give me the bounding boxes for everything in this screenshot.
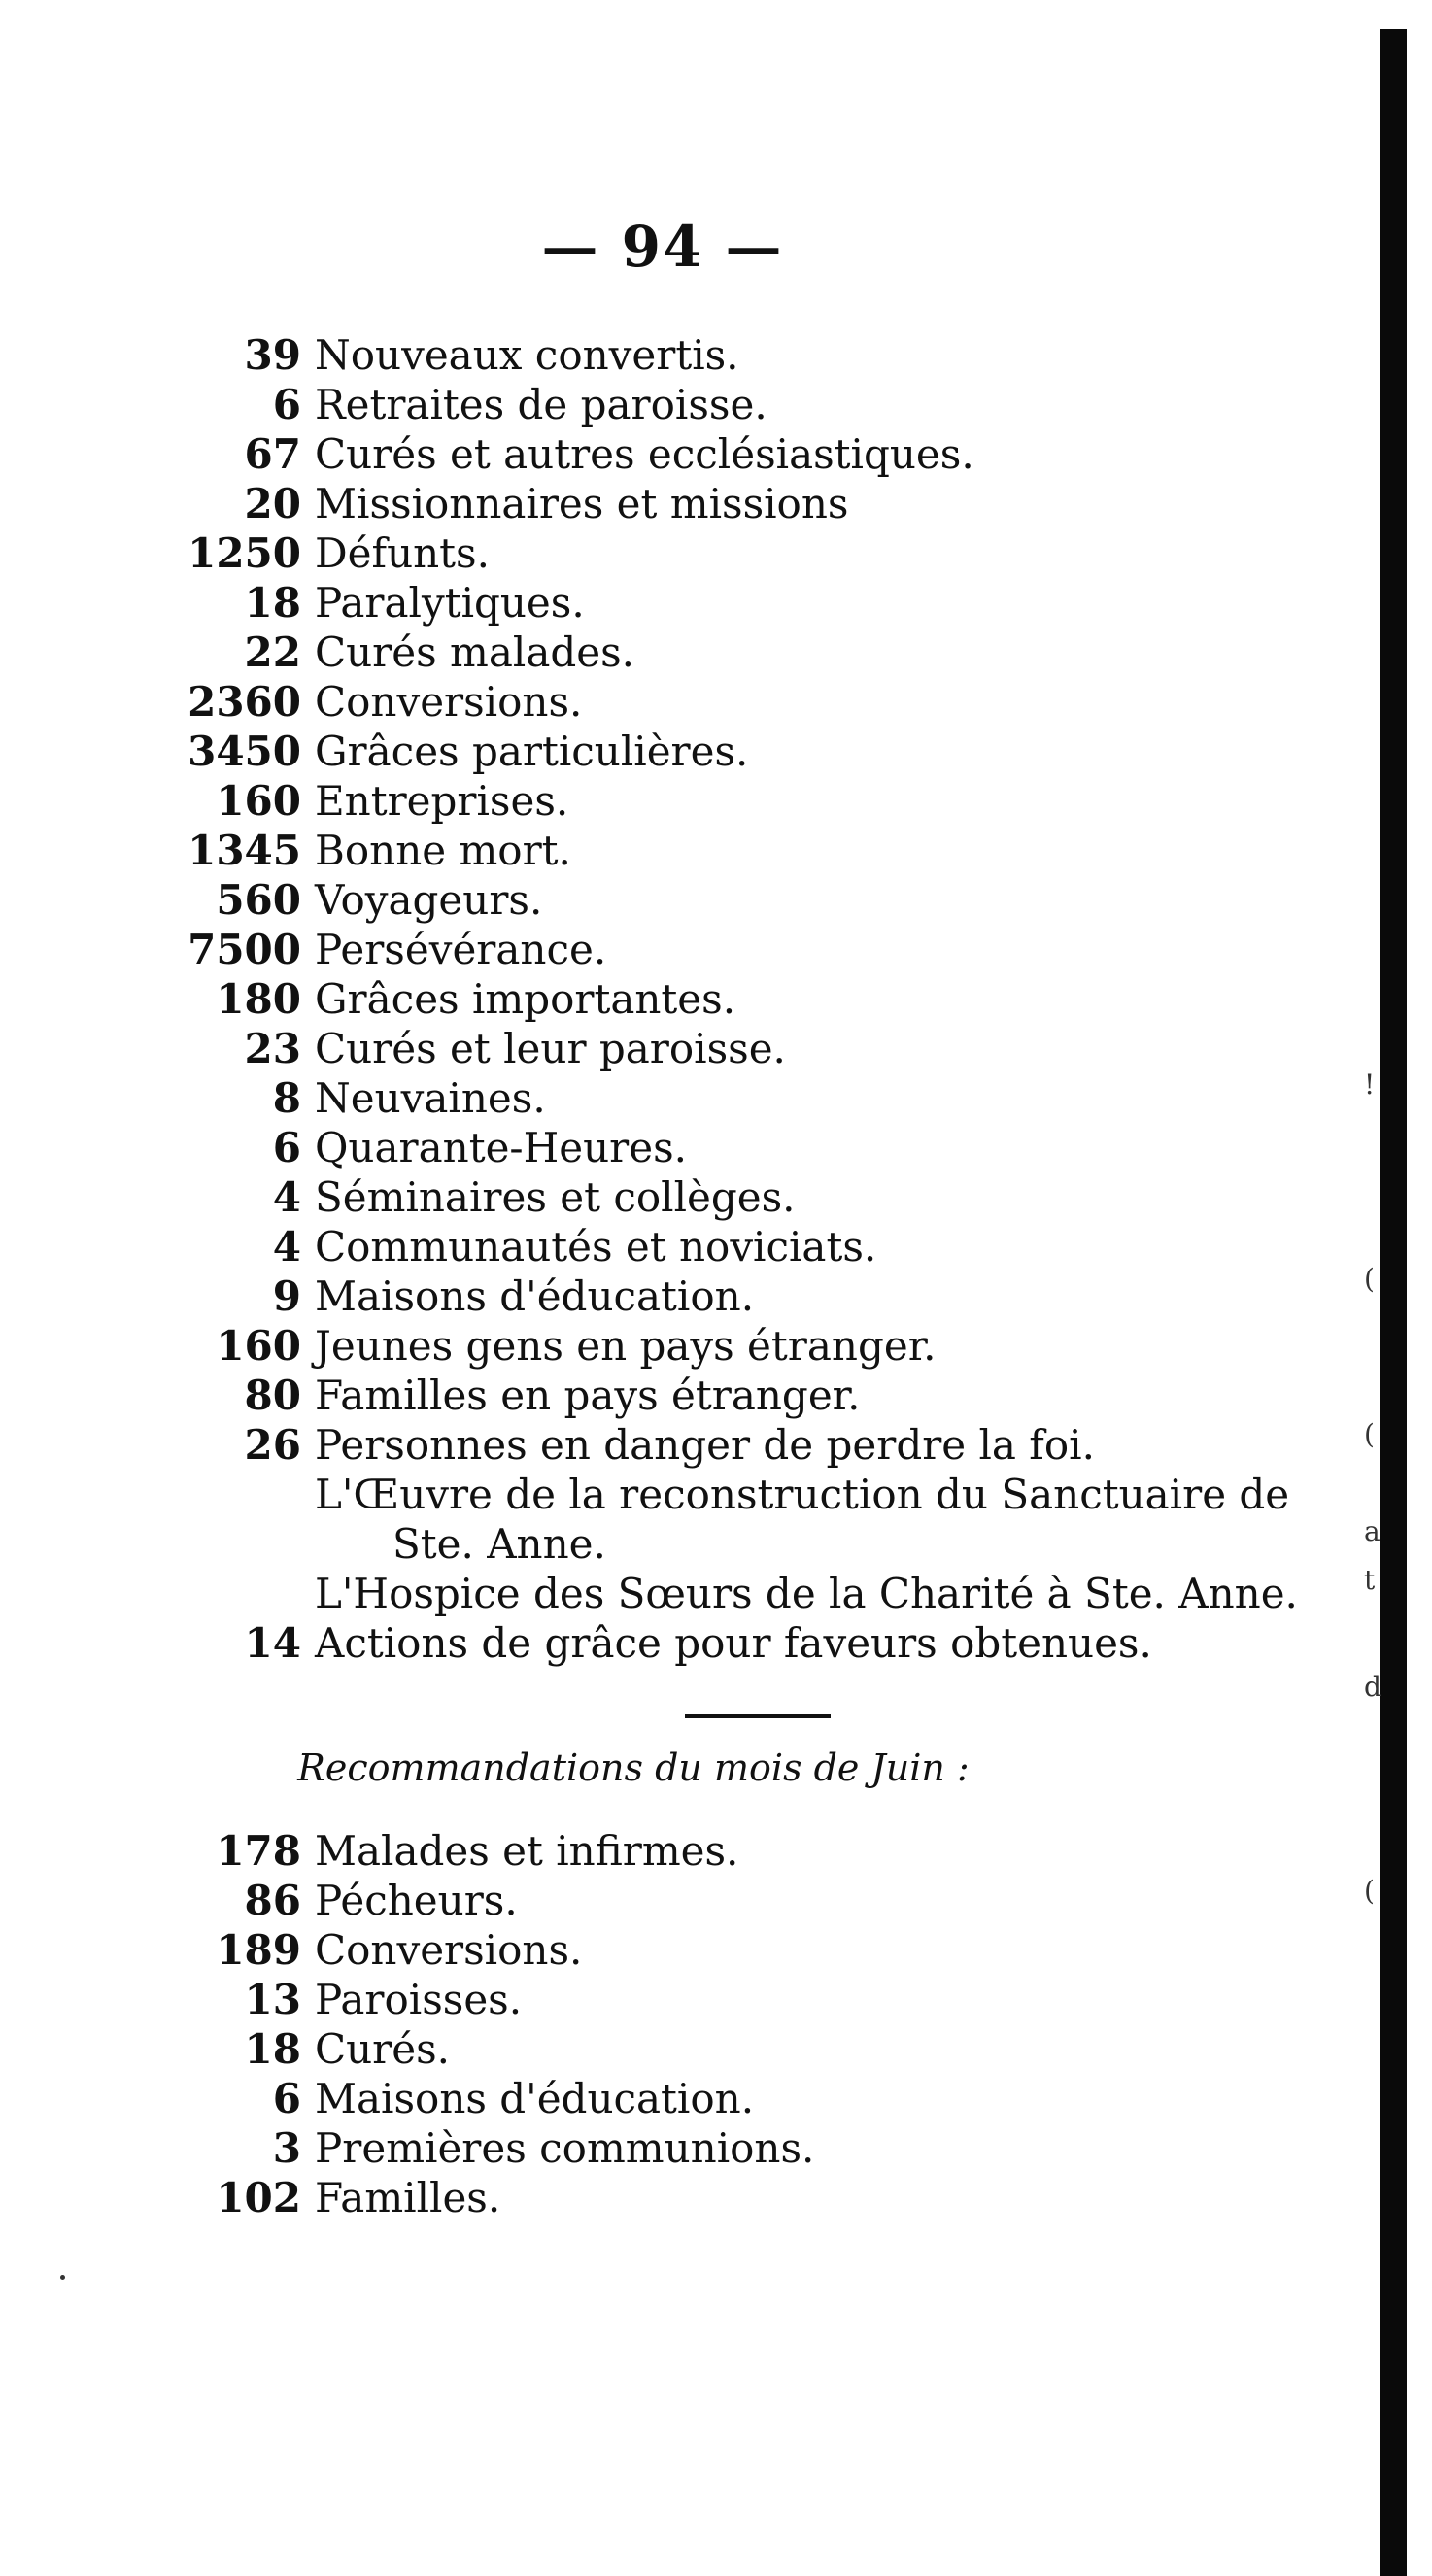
- list-item: [146, 875, 1341, 925]
- entry-count: 1250: [188, 529, 301, 577]
- list-item: [146, 1172, 1341, 1222]
- bleed-mark: (: [1364, 1418, 1375, 1450]
- list-item: [146, 528, 1341, 578]
- entry-label: Nouveaux convertis.: [315, 331, 739, 379]
- entry-count: 18: [244, 2025, 301, 2073]
- entry-label: Personnes en danger de perdre la foi.: [315, 1421, 1095, 1469]
- entry-label: L'Hospice des Sœurs de la Charité à Ste. Anne.: [315, 1570, 1298, 1617]
- entry-label: Actions de grâce pour faveurs obtenues.: [315, 1619, 1152, 1667]
- entry-count: 9: [272, 1272, 301, 1320]
- entry-label: Conversions.: [315, 1926, 583, 1974]
- entry-label: Curés et leur paroisse.: [315, 1025, 786, 1072]
- list-item: [146, 429, 1341, 479]
- entry-label: Premières communions.: [315, 2124, 815, 2172]
- list-item: [146, 479, 1341, 528]
- entry-label: Ste. Anne.: [392, 1520, 606, 1568]
- list-item: [146, 727, 1341, 776]
- list-item: [146, 1826, 1341, 1876]
- list-item: [146, 1519, 1341, 1569]
- bleed-mark: a: [1364, 1515, 1381, 1547]
- list-item: [146, 578, 1341, 627]
- list-item: [146, 776, 1341, 826]
- list-item: [146, 1123, 1341, 1172]
- entry-label: Curés et autres ecclésiastiques.: [315, 430, 974, 478]
- entry-count: 8: [272, 1074, 301, 1122]
- entry-count: 39: [244, 331, 301, 379]
- entry-count: 560: [216, 876, 301, 924]
- page-number: — 94 —: [541, 214, 784, 280]
- list-item: [146, 2074, 1341, 2123]
- entry-label: Malades et infirmes.: [315, 1827, 739, 1875]
- list-item: [146, 1371, 1341, 1420]
- entry-label: Curés malades.: [315, 628, 635, 676]
- list-item: [146, 1024, 1341, 1073]
- list-item: [146, 974, 1341, 1024]
- list-item: [146, 1618, 1341, 1668]
- entry-label: Séminaires et collèges.: [315, 1173, 796, 1221]
- entry-label: Maisons d'éducation.: [315, 1272, 755, 1320]
- entry-count: 3: [272, 2124, 301, 2172]
- entry-label: Missionnaires et missions: [315, 480, 849, 527]
- entry-count: 6: [272, 1124, 301, 1171]
- entry-count: 102: [216, 2174, 301, 2221]
- entry-label: Paroisses.: [315, 1976, 523, 2023]
- entry-count: 18: [244, 579, 301, 627]
- entry-label: Retraites de paroisse.: [315, 381, 767, 428]
- intentions-list: [146, 330, 1341, 1668]
- list-item: [146, 627, 1341, 677]
- entry-label: Persévérance.: [315, 926, 607, 973]
- entry-count: 160: [216, 1322, 301, 1370]
- entry-count: 2360: [188, 678, 301, 726]
- entry-label: Communautés et noviciats.: [315, 1223, 877, 1271]
- bleed-mark: (: [1364, 1263, 1375, 1295]
- list-item: [146, 2173, 1341, 2222]
- list-item: [146, 1271, 1341, 1321]
- bleed-mark: !: [1364, 1068, 1376, 1101]
- entry-count: 23: [244, 1025, 301, 1072]
- entry-label: Curés.: [315, 2025, 451, 2073]
- list-item: [146, 1569, 1341, 1618]
- list-item: [146, 677, 1341, 727]
- entry-count: 7500: [188, 926, 301, 973]
- entry-label: Bonne mort.: [315, 827, 571, 874]
- entry-label: Voyageurs.: [315, 876, 543, 924]
- list-item: [146, 380, 1341, 429]
- list-item: [146, 1222, 1341, 1271]
- entry-count: 67: [244, 430, 301, 478]
- entry-count: 180: [216, 975, 301, 1023]
- list-item: [146, 1321, 1341, 1371]
- list-item: [146, 1420, 1341, 1470]
- entry-label: Pécheurs.: [315, 1877, 518, 1924]
- entry-count: 13: [244, 1976, 301, 2023]
- entry-count: 189: [216, 1926, 301, 1974]
- entry-count: 20: [244, 480, 301, 527]
- entry-label: Familles.: [315, 2174, 501, 2221]
- list-item: [146, 1975, 1341, 2024]
- entry-label: Maisons d'éducation.: [315, 2075, 755, 2122]
- book-spine-shadow: [1380, 29, 1407, 2576]
- list-item: [146, 330, 1341, 380]
- entry-count: 1345: [188, 827, 301, 874]
- list-item: [146, 826, 1341, 875]
- entry-label: Jeunes gens en pays étranger.: [315, 1322, 937, 1370]
- paper-speck: [60, 2275, 65, 2280]
- entry-count: 160: [216, 777, 301, 825]
- bleed-mark: t: [1364, 1564, 1376, 1596]
- entry-count: 178: [216, 1827, 301, 1875]
- margin-bleed-marks: [1364, 0, 1383, 2576]
- entry-label: Grâces particulières.: [315, 728, 749, 775]
- list-item: [146, 1925, 1341, 1975]
- entry-count: 80: [244, 1372, 301, 1419]
- june-recommendations-list: [146, 1826, 1341, 2222]
- entry-label: Entreprises.: [315, 777, 569, 825]
- entry-label: Familles en pays étranger.: [315, 1372, 861, 1419]
- section-heading: Recommandations du mois de Juin :: [297, 1746, 970, 1789]
- section-divider: [685, 1714, 831, 1718]
- bleed-mark: (: [1364, 1875, 1375, 1907]
- entry-count: 4: [272, 1173, 301, 1221]
- list-item: [146, 1073, 1341, 1123]
- list-item: [146, 1470, 1341, 1519]
- entry-label: Paralytiques.: [315, 579, 585, 627]
- list-item: [146, 2024, 1341, 2074]
- entry-label: Grâces importantes.: [315, 975, 736, 1023]
- entry-count: 26: [244, 1421, 301, 1469]
- entry-label: Neuvaines.: [315, 1074, 546, 1122]
- entry-count: 22: [244, 628, 301, 676]
- list-item: [146, 925, 1341, 974]
- entry-label: Défunts.: [315, 529, 490, 577]
- entry-count: 86: [244, 1877, 301, 1924]
- entry-count: 3450: [188, 728, 301, 775]
- list-item: [146, 1876, 1341, 1925]
- entry-label: Conversions.: [315, 678, 583, 726]
- entry-label: Quarante-Heures.: [315, 1124, 687, 1171]
- entry-count: 6: [272, 381, 301, 428]
- bleed-mark: d: [1364, 1671, 1381, 1703]
- list-item: [146, 2123, 1341, 2173]
- entry-label: L'Œuvre de la reconstruction du Sanctuaire de: [315, 1471, 1290, 1518]
- entry-count: 6: [272, 2075, 301, 2122]
- entry-count: 4: [272, 1223, 301, 1271]
- entry-count: 14: [244, 1619, 301, 1667]
